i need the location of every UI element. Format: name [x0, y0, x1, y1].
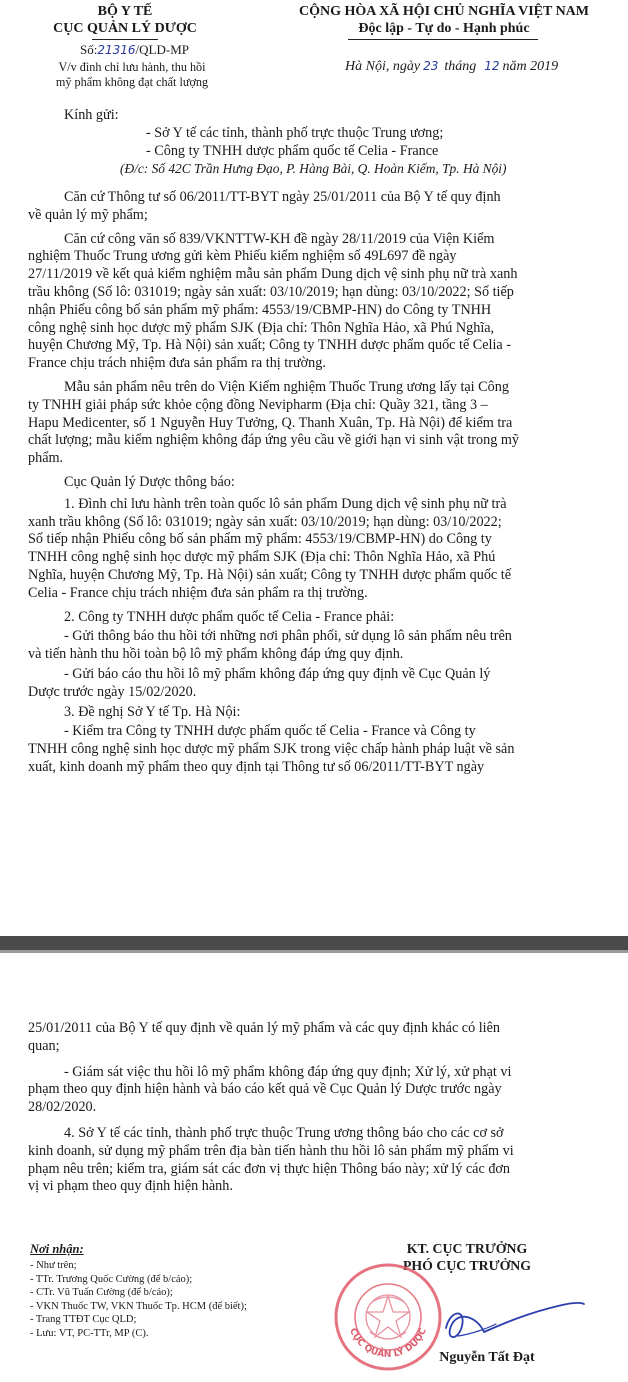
- line: công nghệ sinh học dược mỹ phẩm SJK (Địa chỉ: Thôn Nghĩa Hảo, xã Phú Nghĩa,: [28, 319, 495, 336]
- line: chất lượng; mẫu kiểm nghiệm không đáp ứng yêu cầu về giới hạn vi sinh vật trong mỹ: [28, 432, 519, 449]
- date-month-handwritten: 12: [484, 59, 500, 73]
- document-date: [345, 59, 558, 75]
- recipients-label: Nơi nhận:: [30, 1242, 84, 1256]
- recipient-item: - CTr. Vũ Tuấn Cường (để b/cáo);: [30, 1287, 173, 1298]
- line: - Kiểm tra Công ty TNHH dược phẩm quốc tế Celia - France và Công ty: [64, 723, 476, 740]
- paragraph-item-2b: [28, 666, 602, 702]
- line: 4. Sở Y tế các tỉnh, thành phố trực thuộc Trung ương thông báo cho các cơ sở: [64, 1124, 504, 1141]
- signature-title-1: KT. CỤC TRƯỞNG: [406, 1241, 528, 1256]
- subject-line-2: mỹ phẩm không đạt chất lượng: [55, 75, 209, 89]
- line: TNHH công nghệ sinh học dược mỹ phẩm SJK trong việc chấp hành pháp luật về sản: [28, 741, 515, 758]
- line: phạm nêu trên; kiểm tra, giám sát các đơn vị thực hiện Thông báo này; xử lý các đơn: [28, 1160, 511, 1177]
- agency-underline: [92, 39, 158, 40]
- country-name: CỘNG HÒA XÃ HỘI CHỦ NGHĨA VIỆT NAM: [298, 4, 589, 19]
- line: và tiến hành thu hồi toàn bộ lô mỹ phẩm không đáp ứng quy định.: [28, 646, 404, 663]
- recipient-item: - VKN Thuốc TW, VKN Thuốc Tp. HCM (để biết);: [30, 1300, 247, 1312]
- line: Hapu Medicenter, số 1 Nguyễn Huy Tưởng, Q. Thanh Xuân, Tp. Hà Nội) để kiểm tra: [28, 414, 513, 431]
- line: Celia - France chịu trách nhiệm đưa sản phẩm ra thị trường.: [28, 584, 368, 601]
- paragraph-official-letter: [28, 231, 602, 373]
- addressee-label: Kính gửi:: [64, 107, 119, 123]
- line: 28/02/2020.: [28, 1099, 97, 1116]
- page-break-shadow: [0, 950, 628, 953]
- line: Căn cứ Thông tư số 06/2011/TT-BYT ngày 25/01/2011 của Bộ Y tế quy định: [64, 189, 501, 205]
- addressee-line-1: - Sở Y tế các tỉnh, thành phố trực thuộc Trung ương;: [146, 125, 444, 141]
- paragraph-announcement: [28, 474, 602, 492]
- page-break-bar: [0, 936, 628, 950]
- doc-no-suffix: /QLD-MP: [135, 42, 189, 57]
- line: 1. Đình chỉ lưu hành trên toàn quốc lô sản phẩm Dung dịch vệ sinh phụ nữ trà: [64, 495, 507, 512]
- paragraph-item-1: [28, 496, 602, 603]
- line: 3. Đề nghị Sở Y tế Tp. Hà Nội:: [64, 703, 241, 720]
- paragraph-legal-basis: [28, 189, 602, 225]
- signer-name: Nguyễn Tất Đạt: [439, 1350, 535, 1365]
- recipient-item: - TTr. Trương Quốc Cường (để b/cáo);: [30, 1273, 193, 1285]
- national-motto: Độc lập - Tự do - Hạnh phúc: [358, 21, 530, 36]
- line: phạm theo quy định hiện hành và báo cáo kết quả về Cục Quản lý Dược trước ngày: [28, 1081, 502, 1098]
- line: Cục Quản lý Dược thông báo:: [64, 473, 235, 490]
- paragraph-item-4: [28, 1125, 602, 1196]
- line: xuất, kinh doanh mỹ phẩm theo quy định tại Thông tư số 06/2011/TT-BYT ngày: [28, 758, 485, 775]
- motto-underline: [348, 39, 538, 40]
- line: về quản lý mỹ phẩm;: [28, 206, 148, 223]
- line: - Gửi báo cáo thu hồi lô mỹ phẩm không đáp ứng quy định về Cục Quản lý: [64, 665, 491, 682]
- paragraph-item-2: [28, 609, 602, 627]
- page-1-body: [28, 189, 602, 777]
- date-year: năm 2019: [502, 59, 559, 74]
- paragraph-item-3a: [28, 723, 602, 776]
- addressee-line-2: - Công ty TNHH dược phẩm quốc tế Celia - France: [146, 143, 439, 159]
- line: Mẫu sản phẩm nêu trên do Viện Kiểm nghiệm Thuốc Trung ương lấy tại Công: [64, 378, 509, 395]
- line: nghiệm Thuốc Trung ương gửi kèm Phiếu kiểm nghiệm số 49L697 đề ngày: [28, 248, 457, 265]
- line: vị vi phạm theo quy định hiện hành.: [28, 1178, 233, 1195]
- recipients-block: [30, 1242, 330, 1340]
- date-day-handwritten: 23: [423, 59, 439, 73]
- line: TNHH công nghệ sinh học dược mỹ phẩm SJK (Địa chỉ: Thôn Nghĩa Hảo, xã Phú: [28, 549, 496, 566]
- line: Căn cứ công văn số 839/VKNTTW-KH đề ngày 28/11/2019 của Viện Kiểm: [64, 230, 495, 247]
- line: Dược trước ngày 15/02/2020.: [28, 683, 197, 700]
- line: - Giám sát việc thu hồi lô mỹ phẩm không đáp ứng quy định; Xử lý, xử phạt vi: [64, 1063, 512, 1080]
- line: 2. Công ty TNHH dược phẩm quốc tế Celia - France phải:: [64, 608, 395, 625]
- line: - Gửi thông báo thu hồi tới những nơi phân phối, sử dụng lô sản phẩm nêu trên: [64, 628, 512, 645]
- handwritten-signature-icon: [438, 1288, 588, 1358]
- date-month-label: tháng: [444, 59, 477, 74]
- signature-title-2: PHÓ CỤC TRƯỞNG: [402, 1258, 531, 1273]
- line: Số tiếp nhận Phiếu công bố sản phẩm mỹ phẩm: 4553/19/CBMP-HN) do Công ty: [28, 531, 492, 548]
- doc-no-prefix: Số:: [80, 42, 98, 57]
- line: Nghĩa, huyện Chương Mỹ, Tp. Hà Nội) sản xuất; Công ty TNHH dược phẩm quốc tế: [28, 566, 512, 583]
- ministry-name: BỘ Y TẾ: [97, 4, 153, 19]
- recipient-item: - Trang TTĐT Cục QLD;: [30, 1314, 137, 1325]
- line: phẩm.: [28, 450, 64, 467]
- recipient-item: - Như trên;: [30, 1260, 77, 1271]
- date-place: Hà Nội, ngày: [345, 59, 421, 74]
- paragraph-item-3: [28, 704, 602, 722]
- recipient-item: - Lưu: VT, PC-TTr, MP (C).: [30, 1327, 149, 1339]
- line: 27/11/2019 về kết quả kiểm nghiệm mẫu sản phẩm Dung dịch vệ sinh phụ nữ trà xanh: [28, 266, 518, 283]
- paragraph-supervision: [28, 1064, 602, 1117]
- line: ty TNHH giải pháp sức khỏe cộng đồng Nevipharm (Địa chỉ: Quầy 321, tầng 3 –: [28, 396, 488, 413]
- line: nhận Phiếu công bố sản phẩm mỹ phẩm: 4553/19/CBMP-HN) do Công ty TNHH: [28, 301, 492, 318]
- document-number: [80, 42, 189, 58]
- agency-name: CỤC QUẢN LÝ DƯỢC: [53, 21, 197, 36]
- line: quan;: [28, 1037, 60, 1054]
- line: trầu không (Số lô: 031019; ngày sản xuất: 03/10/2019; hạn dùng: 03/10/2022; Số tiếp: [28, 283, 514, 300]
- line: 25/01/2011 của Bộ Y tế quy định về quản lý mỹ phẩm và các quy định khác có liên: [28, 1020, 501, 1036]
- paragraph-sample: [28, 379, 602, 468]
- paragraph-continued: [28, 1020, 602, 1056]
- addressee-address: (Đ/c: Số 42C Trần Hưng Đạo, P. Hàng Bài, Q. Hoàn Kiếm, Tp. Hà Nội): [120, 161, 507, 176]
- doc-no-handwritten: 21316: [97, 43, 136, 57]
- line: kinh doanh, sử dụng mỹ phẩm trên địa bàn tiến hành thu hồi lô sản phẩm mỹ phẩm vi: [28, 1142, 514, 1159]
- paragraph-item-2a: [28, 628, 602, 664]
- subject-line-1: V/v đình chỉ lưu hành, thu hồi: [58, 60, 206, 74]
- page-2-body: [28, 1020, 602, 1196]
- line: huyện Chương Mỹ, Tp. Hà Nội) sản xuất; Công ty TNHH dược phẩm quốc tế Celia -: [28, 337, 512, 354]
- line: France chịu trách nhiệm đưa sản phẩm ra thị trường.: [28, 355, 326, 372]
- seal-ring-text: CỤC QUẢN LÝ DƯỢC: [347, 1326, 429, 1361]
- line: xanh trầu không (Số lô: 031019; ngày sản xuất: 03/10/2019; hạn dùng: 03/10/2022;: [28, 513, 502, 530]
